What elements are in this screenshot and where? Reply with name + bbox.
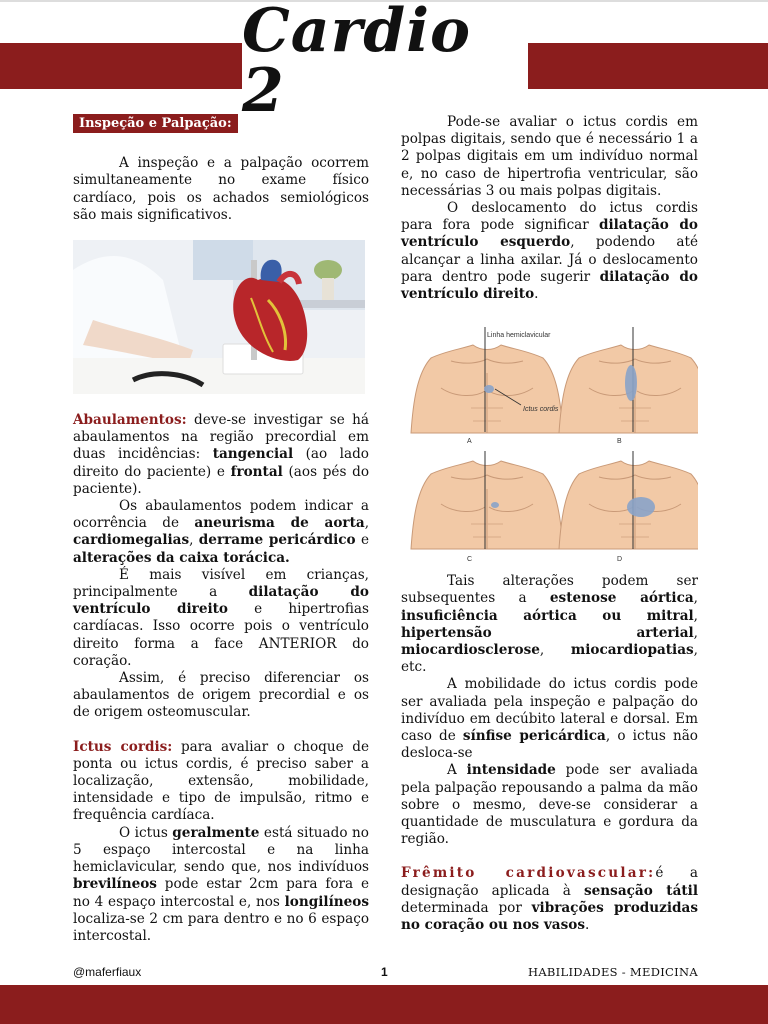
abaulamentos-term: Abaulamentos: <box>73 412 187 429</box>
ictus-term: Ictus cordis: <box>73 738 173 755</box>
label-ictus-cordis: Ictus cordis <box>523 406 559 414</box>
ictus-location-paragraph: O ictus geralmente está situado no 5 espaço intercostal e na linha hemiclavicular, sendo que, nos indivíduos brevilíneos pode estar 2cm para fora e no 4 espaço intercostal e, nos longilíneos localiza-se 2 cm para dentro e no 6 espaço intercostal. <box>73 824 369 944</box>
polpas-paragraph: Pode-se avaliar o ictus cordis em polpas digitais, sendo que é necessário 1 a 2 polpas digitais em um indivíduo normal e, no caso de hipertrofia ventricular, são necessárias 3 ou mais polpas digitais. <box>401 114 698 199</box>
page-title: Cardio 2 <box>242 0 472 126</box>
torso-diagram <box>401 327 698 567</box>
section-heading: Inspeção e Palpação: <box>73 114 238 133</box>
footer-page-number: 1 <box>381 965 388 979</box>
header-band-right <box>528 43 768 89</box>
children-paragraph: É mais visível em crianças, principalmente a dilatação do ventrículo direito e hipertrofias cardíacas. Isso ocorre pois o ventrículo direito forma a face ANTERIOR do coração. <box>73 566 370 669</box>
abaulamentos-paragraph: Abaulamentos: deve-se investigar se há abaulamentos na região precordial em duas incidências: tangencial (ao lado direito do paciente) e frontal (aos pés do paciente). <box>73 412 370 497</box>
fremito-paragraph: Frêmito cardiovascular:é a designação aplicada à sensação tátil determinada por vibrações produzidas no coração ou nos vasos. <box>401 865 699 934</box>
deslocamento-paragraph: O deslocamento do ictus cordis para fora pode significar dilatação do ventrículo esquerdo, podendo até alcançar a linha axilar. Já o deslocamento para dentro pode sugerir dilatação do ventrículo direito. <box>401 200 699 303</box>
ictus-torso-figure <box>401 327 698 567</box>
ictus-paragraph: Ictus cordis: para avaliar o choque de ponta ou ictus cordis, é preciso saber a localização, extensão, mobilidade, intensidade e tipo de impulsão, ritmo e frequência cardíaca. <box>73 738 369 824</box>
label-d: D <box>617 556 623 564</box>
footer-band <box>0 985 768 1024</box>
heart-model-photo <box>73 240 365 394</box>
left-column <box>73 114 369 945</box>
label-b: B <box>617 438 622 446</box>
differentiate-paragraph: Assim, é preciso diferenciar os abaulamentos de origem precordial e os de origem osteomuscular. <box>73 670 369 721</box>
heart-photo-illustration <box>73 240 365 394</box>
title-box <box>242 0 528 126</box>
footer-handle: @maferfiaux <box>73 965 142 979</box>
header-band-left <box>0 43 242 89</box>
right-column <box>401 114 698 934</box>
label-c: C <box>467 556 473 564</box>
intensidade-paragraph: A intensidade pode ser avaliada pela palpação repousando a palma da mão sobre o mesmo, deve-se considerar a quantidade de musculatura e gordura da região. <box>401 762 698 848</box>
label-linha-hemiclavicular: Linha hemiclavicular <box>487 332 551 340</box>
alteracoes-paragraph: Tais alterações podem ser subsequentes a estenose aórtica, insuficiência aórtica ou mitral, hipertensão arterial, miocardiosclerose, miocardiopatias, etc. <box>401 573 698 676</box>
footer-course: HABILIDADES - MEDICINA <box>528 965 698 979</box>
abaulamentos-indicate-paragraph: Os abaulamentos podem indicar a ocorrência de aneurisma de aorta, cardiomegalias, derrame pericárdico e alterações da caixa torácica. <box>73 498 370 566</box>
mobilidade-paragraph: A mobilidade do ictus cordis pode ser avaliada pela inspeção e palpação do indivíduo em decúbito lateral e dorsal. Em caso de sínfise pericárdica, o ictus não desloca-se <box>401 676 698 762</box>
intro-paragraph: A inspeção e a palpação ocorrem simultaneamente no exame físico cardíaco, pois os achados semiológicos são mais significativos. <box>73 155 369 223</box>
fremito-term: Frêmito cardiovascular: <box>401 865 656 882</box>
label-a: A <box>467 438 472 446</box>
